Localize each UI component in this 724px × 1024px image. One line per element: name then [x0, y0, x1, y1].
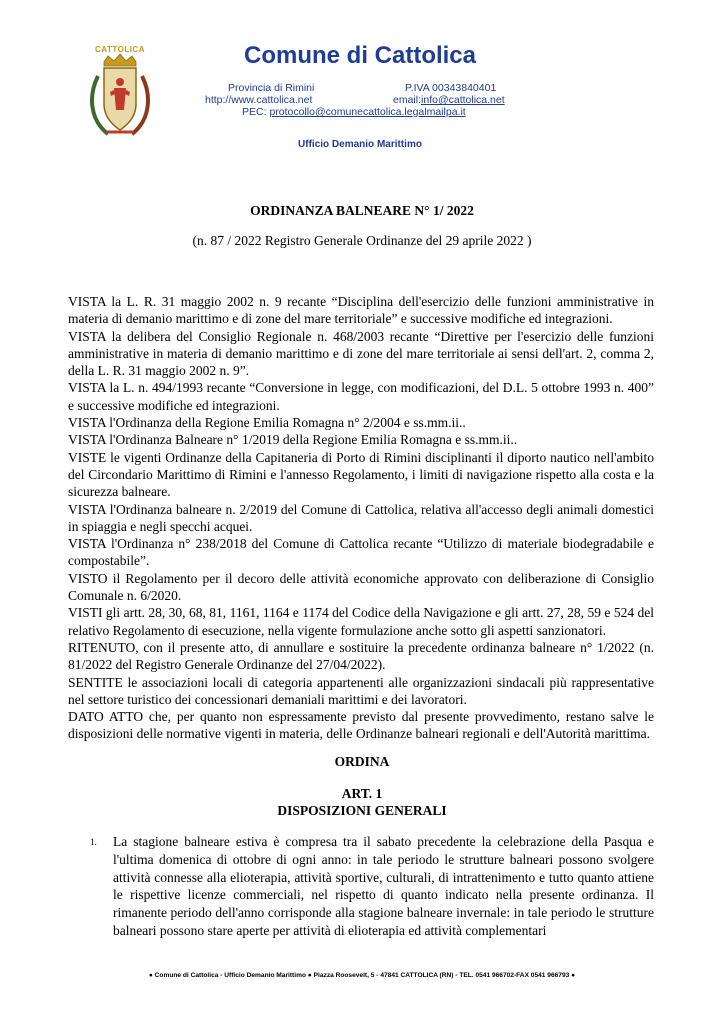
preamble-paragraph: VISTO il Regolamento per il decoro delle attività economiche approvato con deliberazione di Consiglio Comunale n. 6/2020. [68, 570, 654, 604]
article-title: DISPOSIZIONI GENERALI [277, 803, 447, 818]
preamble-paragraph: VISTI gli artt. 28, 30, 68, 81, 1161, 1164 e 1174 del Codice della Navigazione e gli artt. 27, 28, 59 e 524 del relativo Regolamento di esecuzione, nella vigente formulazione anche sotto gli aspetti sanzionatori. [68, 605, 654, 638]
email-label: email: [393, 94, 422, 106]
article-items [68, 833, 654, 940]
province-text: Provincia di Rimini [228, 82, 315, 94]
vat-number: P.IVA 00343840401 [405, 82, 497, 94]
page-footer: ● Comune di Cattolica - Ufficio Demanio Marittimo ● Piazza Roosevelt, 5 - 47841 CATTOLICA (RN) - TEL. 0541 966702-FAX 0541 966793 ● [148, 972, 576, 979]
item-number: 1. [90, 837, 97, 847]
preamble-paragraph: SENTITE le associazioni locali di categoria appartenenti alle organizzazioni sindacali più rappresentative nel settore turistico dei concessionari demaniali marittimi e dei lavoratori. [68, 674, 654, 707]
municipality-name: Comune di Cattolica [243, 42, 477, 69]
pec-link[interactable]: protocollo@comunecattolica.legalmailpa.it [269, 106, 466, 118]
item-text: La stagione balneare estiva è compresa tra il sabato precedente la celebrazione della Pasqua e l'ultima domenica di ottobre di ogni anno: in tale periodo le strutture balneari possono svolgere attività connesse alla elioterapia, attività sportive, culturali, di intrattenimento e tutto quanto attiene le rispettive licenze commerciali, nel rispetto di quanto indicato nella presente ordinanza. Il rimanente periodo dell'anno corrisponde alla stagione balneare invernale: in tale periodo le strutture balneari possono stare aperte per attività di elioterapia ed attività complementari [113, 834, 654, 938]
coat-of-arms-icon [84, 46, 156, 142]
preamble-paragraph: VISTA l'Ordinanza balneare n. 2/2019 del Comune di Cattolica, relativa all'accesso degli animali domestici in spiaggia e negli specchi acquei. [68, 501, 654, 534]
pec-label: PEC: [242, 106, 267, 118]
article-number: ART. 1 [341, 786, 383, 801]
preamble-paragraph: RITENUTO, con il presente atto, di annullare e sostituire la precedente ordinanza balneare n° 1/2022 (n. 81/2022 del Registro Generale Ordinanze del 27/04/2022). [68, 639, 654, 673]
preamble-paragraph: VISTA la L. n. 494/1993 recante “Conversione in legge, con modificazioni, del D.L. 5 ottobre 1993 n. 400” e successive modifiche ed integrazioni. [68, 380, 654, 413]
document-subtitle: (n. 87 / 2022 Registro Generale Ordinanze del 29 aprile 2022 ) [192, 233, 532, 248]
document-title: ORDINANZA BALNEARE N° 1/ 2022 [250, 203, 474, 218]
website-link[interactable] [205, 94, 312, 106]
ordina-heading: ORDINA [334, 754, 390, 769]
pec-line [242, 106, 466, 118]
website-url[interactable]: http://www.cattolica.net [205, 94, 313, 106]
preamble [68, 293, 654, 743]
preamble-paragraph: VISTA l'Ordinanza n° 238/2018 del Comune di Cattolica recante “Utilizzo di materiale biodegradabile e compostabile”. [68, 536, 654, 569]
preamble-paragraph: VISTA l'Ordinanza Balneare n° 1/2019 della Regione Emilia Romagna e ss.mm.ii.. [68, 432, 518, 448]
preamble-paragraph: VISTE le vigenti Ordinanze della Capitaneria di Porto di Rimini disciplinanti il diporto nautico nell'ambito del Circondario Marittimo di Rimini e l'annesso Regolamento, i limiti di navigazione rispetto alla costa e la sicurezza balneare. [68, 449, 654, 500]
crest-label: CATTOLICA [95, 45, 145, 54]
list-item [68, 833, 654, 940]
preamble-paragraph: VISTA la delibera del Consiglio Regionale n. 468/2003 recante “Direttive per l'esercizio delle funzioni amministrative in materia di demanio marittimo e di zone del mare territoriale ai sensi dell'art. 2, comma 2, della L. R. 31 maggio 2002 n. 9”. [68, 328, 654, 379]
email-link[interactable]: info@cattolica.net [421, 94, 505, 106]
office-name: Ufficio Demanio Marittimo [298, 139, 422, 150]
preamble-paragraph: DATO ATTO che, per quanto non espressamente previsto dal presente provvedimento, restano salve le disposizioni delle normative vigenti in materia, delle Ordinanze balneari regionali e dell'Autorità marittima. [68, 709, 654, 742]
email-line [393, 94, 505, 106]
letterhead [0, 0, 724, 160]
preamble-paragraph: VISTA l'Ordinanza della Regione Emilia Romagna n° 2/2004 e ss.mm.ii.. [68, 415, 466, 431]
preamble-paragraph: VISTA la L. R. 31 maggio 2002 n. 9 recante “Disciplina dell'esercizio delle funzioni amministrative in materia di demanio marittimo e di zone del mare territoriale” e successive modifiche ed integrazioni. [68, 294, 654, 327]
